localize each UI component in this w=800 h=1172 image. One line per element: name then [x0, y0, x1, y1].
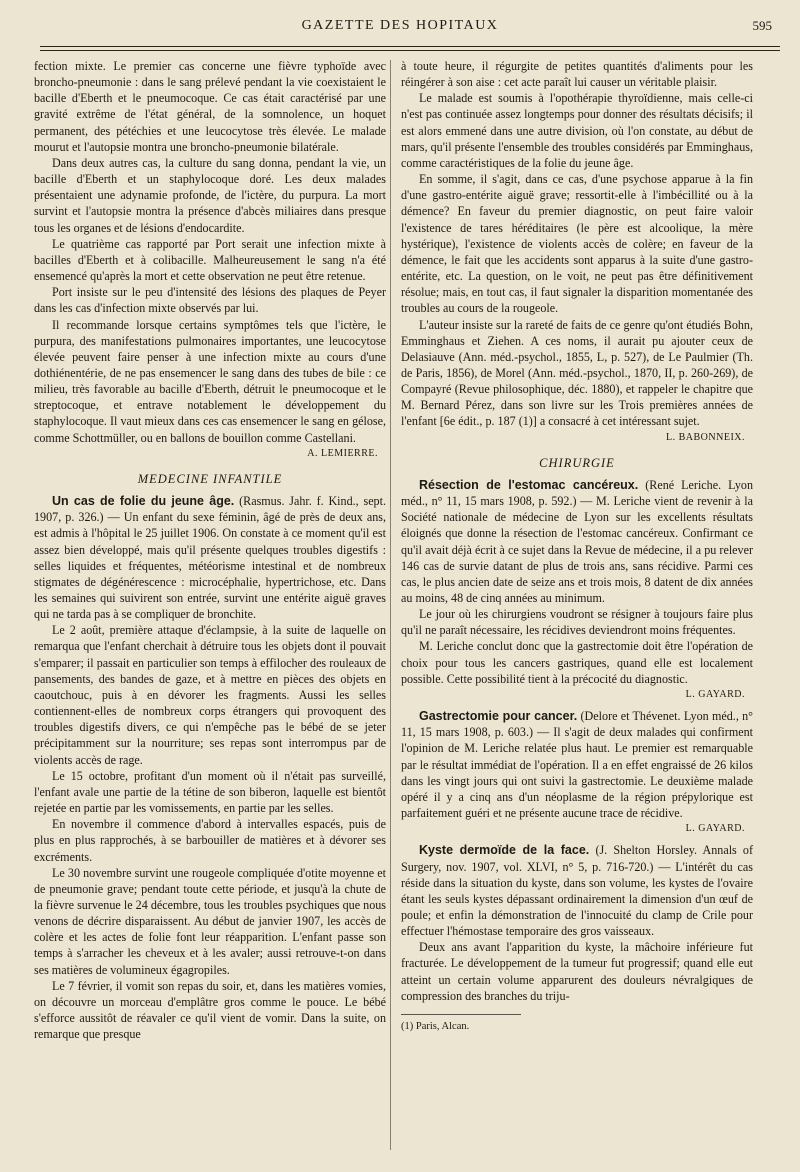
paragraph: Il recommande lorsque certains symptômes tels que l'ictère, le purpura, des manifestations pulmonaires importantes, une leucocytose élevée peuvent faire penser à une infection mixte au cours d'une dothiénentérie, de ne pas ensemencer le sang dans des tubes de bile : ce milieu, très favorable au bacille d'Eberth, détruit le pneumocoque et le streptocoque, et entrave notablement le développement du staphylocoque. Il vaut mieux dans ces cas ensemencer le sang en gélose, comme Schottmüller, ou en ballons de bouillon comme Castellani. [34, 317, 386, 445]
article-title: Un cas de folie du jeune âge. [52, 494, 235, 509]
paragraph: Le jour où les chirurgiens voudront se résigner à toujours faire plus qu'il ne paraît nécessaire, les récidives deviendront moins fréquentes. [401, 607, 753, 638]
paragraph: En novembre il commence d'abord à intervalles espacés, puis de plus en plus rapprochés, à se barbouiller de matières et à dévorer ses excréments. [34, 817, 386, 864]
article-title: Résection de l'estomac cancéreux. [419, 477, 639, 492]
paragraph: à toute heure, il régurgite de petites quantités d'aliments pour les réingérer à son aise : cet acte paraît lui causer un véritable plaisir. [401, 59, 753, 90]
paragraph: Le quatrième cas rapporté par Port serait une infection mixte à bacilles d'Eberth et à colibacille. Malheureusement le sang n'a été ensemencé qu'après la mort et cette observation ne peut être retenue. [34, 236, 386, 284]
article-title: Gastrectomie pour cancer. [419, 709, 578, 724]
article-body: (Delore et Thévenet. Lyon méd., n° 11, 15 mars 1908, p. 603.) — Il s'agit de deux malades qui confirment l'opinion de M. Leriche relatée plus haut. Le premier est remarquable par le résultat immédiat de l'opération. Il a en effet engraissé de 26 kilos dans les vingt jours qui ont suivi la gastrectomie. Le deuxième malade opéré il y a cinq ans d'un néoplasme de la région prépylorique est parfaitement guéri et ne présente aucune trace de récidive. [401, 709, 754, 821]
section-heading-chirurgie: CHIRURGIE [539, 455, 615, 470]
header-rule-bottom [40, 50, 780, 51]
journal-title: GAZETTE DES HOPITAUX [301, 18, 499, 33]
article-body: (René Leriche. Lyon méd., n° 11, 15 mars 1908, p. 592.) — M. Leriche vient de revenir à la Société nationale de médecine de Lyon sur les excellents résultats éloignés que donne la résection de l'estomac cancéreux. Confirmant ce qu'il avait déjà écrit à ce sujet dans la Revue de médecine, il a pu relever 146 cas de survie datant de plus de trois ans, sans récidive. Parmi ces cas, le plus ancien date de seize ans et trois mois, 8 datent de dix années au moins, 48 de cinq années au minimum. [401, 477, 753, 605]
author-signature: L. GAYARD. [685, 823, 745, 835]
left-column [34, 58, 386, 1042]
column-divider [390, 60, 391, 1150]
paragraph: Le 2 août, première attaque d'éclampsie, à la suite de laquelle on remarqua que l'enfant cherchait à détruire tous les objets dont il pouvait s'emparer; il passait en particulier son temps à effilocher des rouleaux de pansements, des bandes de gaze, et à mettre en pièces des objets en caoutchouc, puis à en dévorer les fragments. Aussi les selles contiennent-elles de nombreux corps étrangers qui provoquent des troubles digestifs divers, ce qui n'empêche pas le bébé de se jeter précipitamment sur la nourriture; ses repas sont interrompus par de violents accès de rage. [34, 623, 386, 767]
footnote-rule [401, 1014, 521, 1015]
footnote: (1) Paris, Alcan. [401, 1020, 470, 1032]
paragraph: Le 7 février, il vomit son repas du soir, et, dans les matières vomies, on découvre un morceau d'emplâtre gros comme le pouce. Le bébé s'efforce aussitôt de réavaler ce qu'il vient de vomir. Dans la suite, on remarque que presque [34, 978, 386, 1042]
author-signature: L. GAYARD. [685, 688, 745, 700]
author-signature: A. LEMIERRE. [307, 447, 378, 459]
paragraph: fection mixte. Le premier cas concerne une fièvre typhoïde avec broncho-pneumonie : dans le sang prélevé pendant la vie coexistaient le bacille d'Eberth et le pneumocoque. Ce cas était caractérisé par une gravité extrême de l'état général, de la somnolence, un hoquet permanent, des pétéchies et une leucocytose très élevée. Le malade mourut et l'autopsie montra une broncho-pneumonie bilatérale. [34, 59, 386, 154]
header-rule-top [40, 46, 780, 47]
paragraph: Deux ans avant l'apparition du kyste, la mâchoire inférieure fut fracturée. Le développement de la tumeur fut progressif; quand elle eut atteint un certain volume apparurent des douleurs névralgiques de compression des branches du triju- [401, 940, 753, 1003]
paragraph: En somme, il s'agit, dans ce cas, d'une psychose apparue à la fin d'une gastro-entérite aiguë grave; ressortit-elle à l'imbécillité ou à la démence? En faveur du premier diagnostic, on peut faire valoir l'existence de tares héréditaires (le père est alcoolique, la mère hystérique), l'existence de violents accès de colère; en faveur de la démence, le fait que les accidents sont apparus à la suite d'une gastro-entérite, etc. La question, on le voit, ne peut pas être définitivement résolue; mais, en tout cas, il faut signaler la disparition momentanée des troubles au cours de la rougeole. [401, 172, 753, 316]
article-title: Kyste dermoïde de la face. [419, 843, 590, 858]
paragraph: Dans deux autres cas, la culture du sang donna, pendant la vie, un bacille d'Eberth et un staphylocoque doré. Les deux malades présentaient une adynamie profonde, de l'ictère, du purpura. La mort survint et l'autopsie montra la présence d'abcès miliaires dans presque tous les organes et de lésions d'endocardite. [34, 155, 386, 235]
paragraph: Le 15 octobre, profitant d'un moment où il n'était pas surveillé, l'enfant avale une partie de la tétine de son biberon, laquelle est bientôt rejetée en partie par les vomissements, en partie par les selles. [34, 768, 386, 816]
paragraph: L'auteur insiste sur la rareté de faits de ce genre qu'ont étudiés Bohn, Emminghaus et Ziehen. A ces noms, il aurait pu ajouter ceux de Delasiauve (Ann. méd.-psychol., 1855, L, p. 527), de Le Paulmier (Th. de Paris, 1856), de Morel (Ann. méd.-psychol., 1870, II, p. 260-269), de Compayré (Revue philosophique, déc. 1880), et rappeler le chapitre que M. Bernard Pérez, dans son livre sur les Trois premières années de l'enfant [6e édit., p. 187 (1)] a consacré à cet intéressant sujet. [401, 317, 753, 429]
page-number: 595 [752, 18, 772, 33]
article-body: (J. Shelton Horsley. Annals of Surgery, nov. 1907, vol. XLVI, n° 5, p. 716-720.) — L'intérêt du cas réside dans la situation du kyste, dans son volume, les kystes de l'ovaire étant les seuls kystes dépassant ordinairement la dimension d'un œuf de poule; et enfin la démonstration de l'innocuité du clamp de Crile pour effectuer l'hémostase temporaire des gros vaisseaux. [401, 843, 753, 939]
paragraph: Le 30 novembre survint une rougeole compliquée d'otite moyenne et de pneumonie grave; pendant toute cette période, et jusqu'à la chute de la fièvre survenue le 24 décembre, tous les troubles psychiques que nous venons de décrire disparaissent. Au début de janvier 1907, les accès de colère et les actes de folie font leur réapparition. L'enfant passe son temps à s'arracher les cheveux et à les avaler; aussi retrouve-t-on dans ses matières de volumineux égagropiles. [34, 865, 386, 977]
paragraph: Le malade est soumis à l'opothérapie thyroïdienne, mais celle-ci n'est pas continuée assez longtemps pour donner des résultats décisifs; il est alors emmené dans une autre division, où l'on constate, au début de mars, qu'il présente l'ensemble des troubles considérés par Emminghaus, comme caractéristiques de la folie du jeune âge. [401, 91, 753, 170]
article-body: (Rasmus. Jahr. f. Kind., sept. 1907, p. 326.) — Un enfant du sexe féminin, âgé de près de deux ans, est admis à l'hôpital le 25 juillet 1906. On constate à ce moment qu'il est assez bien développé, mais qu'il présente quelques troubles digestifs : selles liquides et fréquentes, météorisme intestinal et de nombreux stigmates de dégénérescence : microcéphalie, hypertrichose, etc. Dans les semaines qui suivirent son entrée, survint une entérite aiguë graves qui ne tarda pas à se compliquer de bronchite. [34, 494, 386, 622]
right-column [401, 58, 753, 1035]
paragraph: M. Leriche conclut donc que la gastrectomie doit être l'opération de choix pour tous les cancers gastriques, quand elle est localement possible. Cette possibilité tient à la précocité du diagnostic. [401, 639, 753, 686]
author-signature: L. BABONNEIX. [666, 431, 745, 443]
running-head [0, 18, 800, 40]
section-heading-medecine-infantile: MEDECINE INFANTILE [137, 471, 283, 486]
paragraph: Port insiste sur le peu d'intensité des lésions des plaques de Peyer dans les cas d'infection mixte observés par lui. [34, 285, 386, 316]
